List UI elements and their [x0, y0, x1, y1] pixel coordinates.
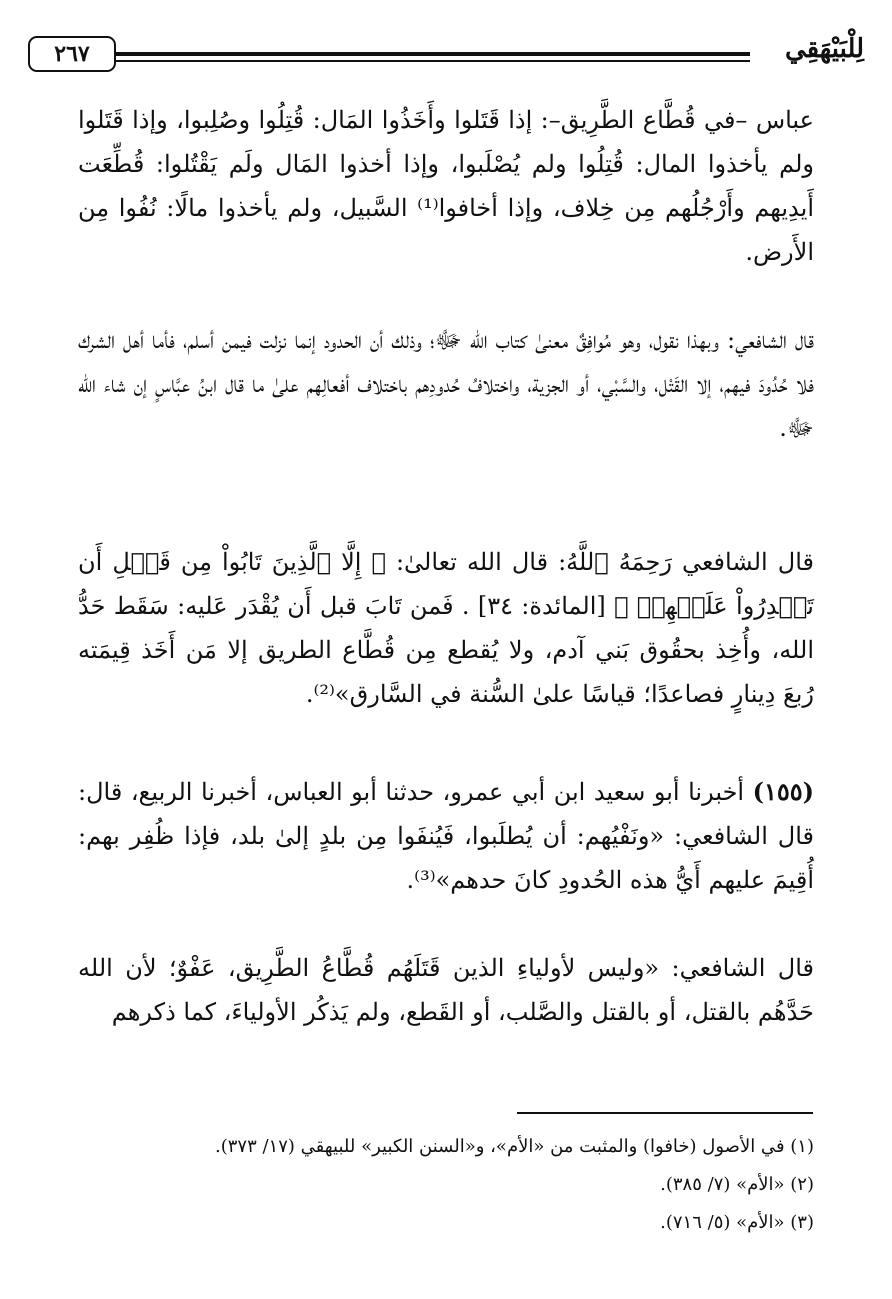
main-text-block-3 [78, 540, 814, 716]
paragraph-2: قال الشافعي: وبهذا نقول، وهو مُوافِقٌ معنىٰ كتاب الله ﷻ؛ وذلك أن الحدود إنما نزلت فيمن أسلم، فأما أهل الشرك فلا حُدُودَ فيهم، إلا القَتْل، والسَّبْي، أو الجزية، واختلافُ حُدودِهم باختلاف أفعالِهم علىٰ ما قال ابنُ عبَّاسٍ إن شاء الله ﷻ. [78, 326, 814, 442]
main-text-block-5 [78, 946, 814, 1034]
page-number: ٢٦٧ [28, 36, 116, 72]
paragraph-4 [78, 770, 814, 902]
footnote-2: (٢) «الأم» (٧/ ٣٨٥). [660, 1174, 814, 1195]
main-text-block-2 [78, 318, 814, 450]
header-rule-thin [116, 60, 750, 62]
header-rule-thick [116, 52, 750, 56]
running-title: لِلْبَيْهَقِي [784, 34, 864, 64]
paragraph-5: قال الشافعي: «وليس لأولياءِ الذين قَتَلَهُم قُطَّاعُ الطَّرِيق، عَفْوٌ؛ لأن الله حَدَّهُم بالقتل، أو بالقتل والصَّلب، أو القَطع، ولم يَذكُر الأولياءَ، كما ذكرهم [78, 954, 814, 1026]
main-text-block-1 [78, 98, 814, 274]
footnotes [78, 1128, 814, 1242]
page-header [28, 32, 864, 80]
hadith-text: أخبرنا أبو سعيد ابن أبي عمرو، حدثنا أبو العباس، أخبرنا الربيع، قال: قال الشافعي: «ونَفْيُهم: أن يُطلَبوا، فَيُنفَوا مِن بلدٍ إلىٰ بلد، فإذا ظُفِر بهم: أُقِيمَ عليهم أَيُّ هذه الحُدودِ كانَ حدهم»⁽³⁾. [78, 778, 814, 894]
footnote-3: (٣) «الأم» (٥/ ٧١٦). [660, 1212, 814, 1233]
hadith-number: (١٥٥) [752, 777, 814, 806]
paragraph-3: قال الشافعي رَحِمَهُ ٱللَّهُ: قال الله تعالىٰ: ﴿ إِلَّا ٱلَّذِينَ تَابُواْ مِن قَبۡلِ أَن تَقۡدِرُواْ عَلَيۡهِمۡ ﴾ [المائدة: ٣٤] . فَمن تَابَ قبل أَن يُقْدَر عَليه: سَقَط حَدُّ الله، وأُخِذ بحقُوق بَني آدم، ولا يُقطع مِن قُطَّاع الطريق إلا مَن أَخَذ قِيمَته رُبعَ دِينارٍ فصاعدًا؛ قياسًا علىٰ السُّنة في السَّارق»⁽²⁾. [78, 548, 814, 708]
footnote-separator [517, 1112, 813, 1114]
footnote-1: (١) في الأصول (خافوا) والمثبت من «الأم»، و«السنن الكبير» للبيهقي (١٧/ ٣٧٣). [214, 1136, 814, 1157]
main-text-block-4 [78, 770, 814, 902]
paragraph-1: عباس –في قُطَّاع الطَّرِيق–: إذا قَتَلوا وأَخَذُوا المَال: قُتِلُوا وصُلِبوا، وإذا قَتَلوا ولم يأخذوا المال: قُتِلُوا ولم يُصْلَبوا، وإذا أخذوا المَال ولَم يَقْتُلوا: قُطِّعَت أَيدِيهم وأَرْجُلُهم مِن خِلاف، وإذا أخافوا⁽¹⁾ السَّبيل، ولم يأخذوا مالًا: نُفُوا مِن الأَرض. [78, 106, 814, 266]
